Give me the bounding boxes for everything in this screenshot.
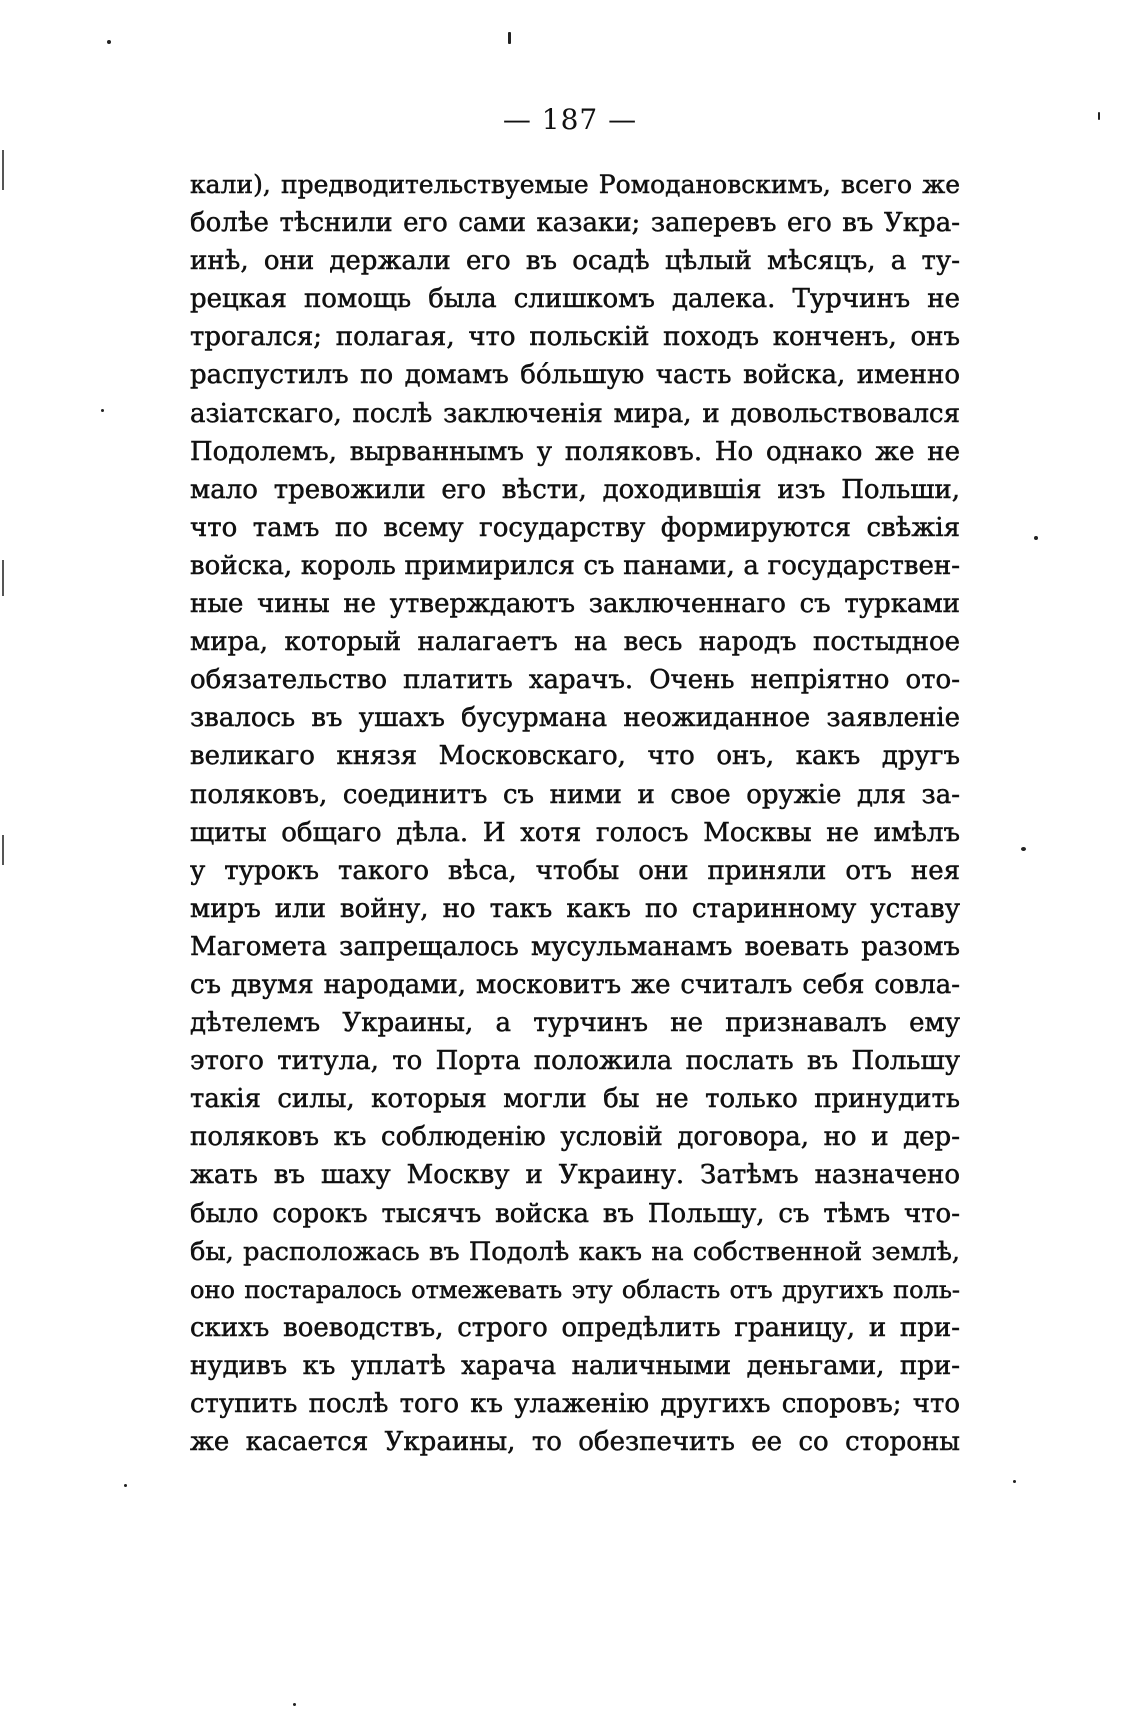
text-line: обязательство платить харачъ. Очень непріятно ото-	[190, 665, 960, 696]
scan-speck	[1013, 1480, 1016, 1483]
text-line: мало тревожили его вѣсти, доходившія изъ Польши,	[190, 474, 960, 505]
text-line: жать въ шаху Москву и Украину. Затѣмъ назначено	[190, 1160, 960, 1191]
scan-speck	[1034, 536, 1038, 540]
text-line: съ двумя народами, московитъ же считалъ себя совла-	[190, 969, 960, 1000]
text-line: распустилъ по домамъ бо́льшую часть войска, именно	[190, 360, 960, 391]
text-line: инѣ, они держали его въ осадѣ цѣлый мѣсяцъ, а ту-	[190, 246, 960, 277]
text-line: мира, который налагаетъ на весь народъ постыдное	[190, 627, 960, 658]
body-text	[190, 166, 960, 1461]
scan-edge-mark	[2, 150, 4, 190]
scan-speck	[508, 32, 511, 44]
text-line: было сорокъ тысячъ войска въ Польшу, съ тѣмъ что-	[190, 1198, 960, 1229]
text-line: бы, расположась въ Подолѣ какъ на собственной землѣ,	[190, 1236, 960, 1267]
text-line: поляковъ, соединитъ съ ними и свое оружіе для за-	[190, 779, 960, 810]
text-line: Подолемъ, вырваннымъ у поляковъ. Но однако же не	[190, 436, 960, 467]
scan-speck	[101, 409, 104, 412]
text-line: что тамъ по всему государству формируются свѣжія	[190, 512, 960, 543]
text-line: оно постаралось отмежевать эту область отъ другихъ поль-	[190, 1275, 960, 1304]
scan-edge-mark	[2, 835, 4, 865]
text-line: азіатскаго, послѣ заключенія мира, и довольствовался	[190, 398, 960, 429]
text-line: этого титула, то Порта положила послать въ Польшу	[190, 1046, 960, 1077]
text-line: у турокъ такого вѣса, чтобы они приняли отъ нея	[190, 855, 960, 886]
text-line: скихъ воеводствъ, строго опредѣлить границу, и при-	[190, 1312, 960, 1343]
text-line: дѣтелемъ Украины, а турчинъ не признавалъ ему	[190, 1008, 960, 1039]
page-number: — 187 —	[502, 103, 638, 136]
scan-speck	[293, 1703, 296, 1706]
scan-speck	[107, 40, 111, 44]
text-line: войска, король примирился съ панами, а государствен-	[190, 550, 960, 581]
text-line: поляковъ къ соблюденію условій договора, но и дер-	[190, 1122, 960, 1153]
text-line: ступить послѣ того къ улаженію другихъ споровъ; что	[190, 1389, 960, 1419]
scan-edge-mark	[2, 560, 4, 596]
text-line: ные чины не утверждаютъ заключеннаго съ турками	[190, 589, 960, 620]
text-line: великаго князя Московскаго, что онъ, какъ другъ	[190, 741, 960, 772]
text-line: же касается Украины, то обезпечить ее со стороны	[190, 1427, 960, 1458]
text-line: щиты общаго дѣла. И хотя голосъ Москвы не имѣлъ	[190, 817, 960, 848]
scan-speck	[1021, 847, 1026, 851]
text-line: болѣе тѣснили его сами казаки; заперевъ его въ Укра-	[190, 208, 960, 239]
text-line: трогался; полагая, что польскій походъ конченъ, онъ	[190, 322, 960, 353]
text-line: Магомета запрещалось мусульманамъ воевать разомъ	[190, 931, 960, 962]
text-line: звалось въ ушахъ бусурмана неожиданное заявленіе	[190, 703, 960, 734]
text-line: миръ или войну, но такъ какъ по старинному уставу	[190, 893, 960, 924]
text-line: такія силы, которыя могли бы не только принудить	[190, 1084, 960, 1115]
text-line: нудивъ къ уплатѣ харача наличными деньгами, при-	[190, 1350, 960, 1381]
scan-speck	[124, 1484, 127, 1487]
scan-speck	[1098, 112, 1100, 120]
text-line: кали), предводительствуемые Ромодановскимъ, всего же	[190, 170, 960, 199]
text-line: рецкая помощь была слишкомъ далека. Турчинъ не	[190, 284, 960, 315]
